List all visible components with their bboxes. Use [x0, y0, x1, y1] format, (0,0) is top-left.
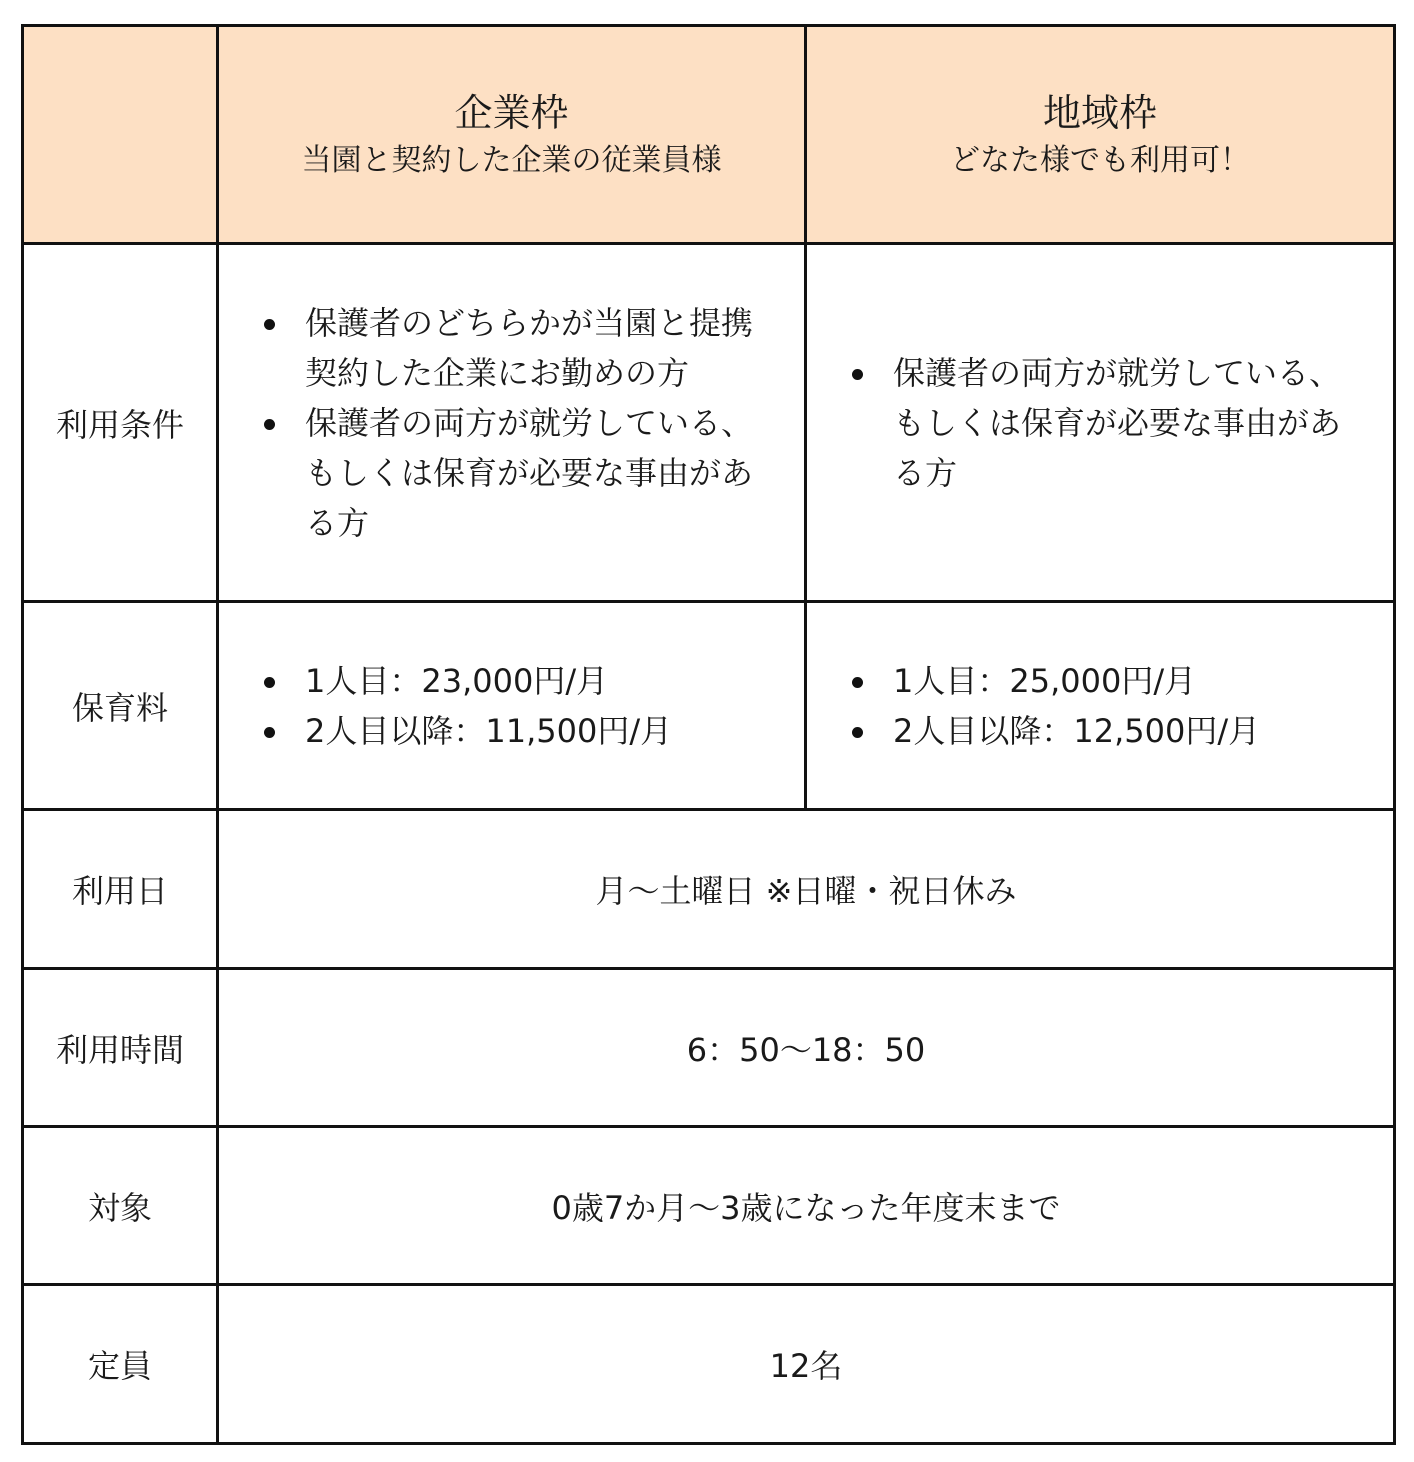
days-label: 利用日 — [23, 810, 218, 969]
list-item — [219, 656, 804, 706]
list-item — [219, 298, 804, 398]
bullet-dot — [264, 677, 275, 688]
fees-label: 保育料 — [23, 602, 218, 810]
target-value: 0歳7か月〜3歳になった年度末まで — [218, 1127, 1395, 1285]
corporate-subtitle: 当園と契約した企業の従業員様 — [301, 142, 722, 178]
conditions-row — [23, 244, 1395, 602]
fees-corporate-cell — [218, 602, 806, 810]
header-corner-cell — [23, 26, 218, 244]
conditions-local-list — [807, 348, 1393, 498]
days-value: 月〜土曜日 ※日曜・祝日休み — [218, 810, 1395, 969]
bullet-dot — [852, 369, 863, 380]
hours-value: 6：50〜18：50 — [218, 969, 1395, 1127]
conditions-label: 利用条件 — [23, 244, 218, 602]
capacity-value: 12名 — [218, 1285, 1395, 1444]
list-item-text: 1人目：25,000円/月 — [893, 661, 1197, 700]
days-row — [23, 810, 1395, 969]
list-item-text: 2人目以降：12,500円/月 — [893, 711, 1261, 750]
target-label: 対象 — [23, 1127, 218, 1285]
fees-local-cell — [806, 602, 1395, 810]
header-local-cell — [806, 26, 1395, 244]
hours-row — [23, 969, 1395, 1127]
bullet-dot — [264, 727, 275, 738]
conditions-corporate-list — [219, 298, 804, 548]
list-item-text: 保護者のどちらかが当園と提携契約した企業にお勤めの方 — [305, 303, 754, 392]
local-title: 地域枠 — [1042, 90, 1157, 135]
list-item-text: 保護者の両方が就労している、もしくは保育が必要な事由がある方 — [305, 403, 754, 542]
header-corporate-cell — [218, 26, 806, 244]
bullet-dot — [264, 419, 275, 430]
bullet-dot — [264, 319, 275, 330]
list-item-text: 保護者の両方が就労している、もしくは保育が必要な事由がある方 — [893, 353, 1342, 492]
list-item-text: 1人目：23,000円/月 — [305, 661, 609, 700]
bullet-dot — [852, 727, 863, 738]
hours-label: 利用時間 — [23, 969, 218, 1127]
list-item — [219, 706, 804, 756]
target-row — [23, 1127, 1395, 1285]
capacity-label: 定員 — [23, 1285, 218, 1444]
capacity-row — [23, 1285, 1395, 1444]
list-item — [807, 706, 1393, 756]
list-item — [807, 348, 1393, 498]
list-item — [219, 398, 804, 548]
conditions-corporate-cell — [218, 244, 806, 602]
local-subtitle: どなた様でも利用可！ — [950, 142, 1250, 178]
corporate-title: 企業枠 — [454, 90, 569, 135]
childcare-info-table — [21, 24, 1396, 1445]
fees-corporate-list — [219, 656, 804, 756]
fees-local-list — [807, 656, 1393, 756]
conditions-local-cell — [806, 244, 1395, 602]
header-row — [23, 26, 1395, 244]
bullet-dot — [852, 677, 863, 688]
fees-row — [23, 602, 1395, 810]
list-item-text: 2人目以降：11,500円/月 — [305, 711, 673, 750]
list-item — [807, 656, 1393, 706]
